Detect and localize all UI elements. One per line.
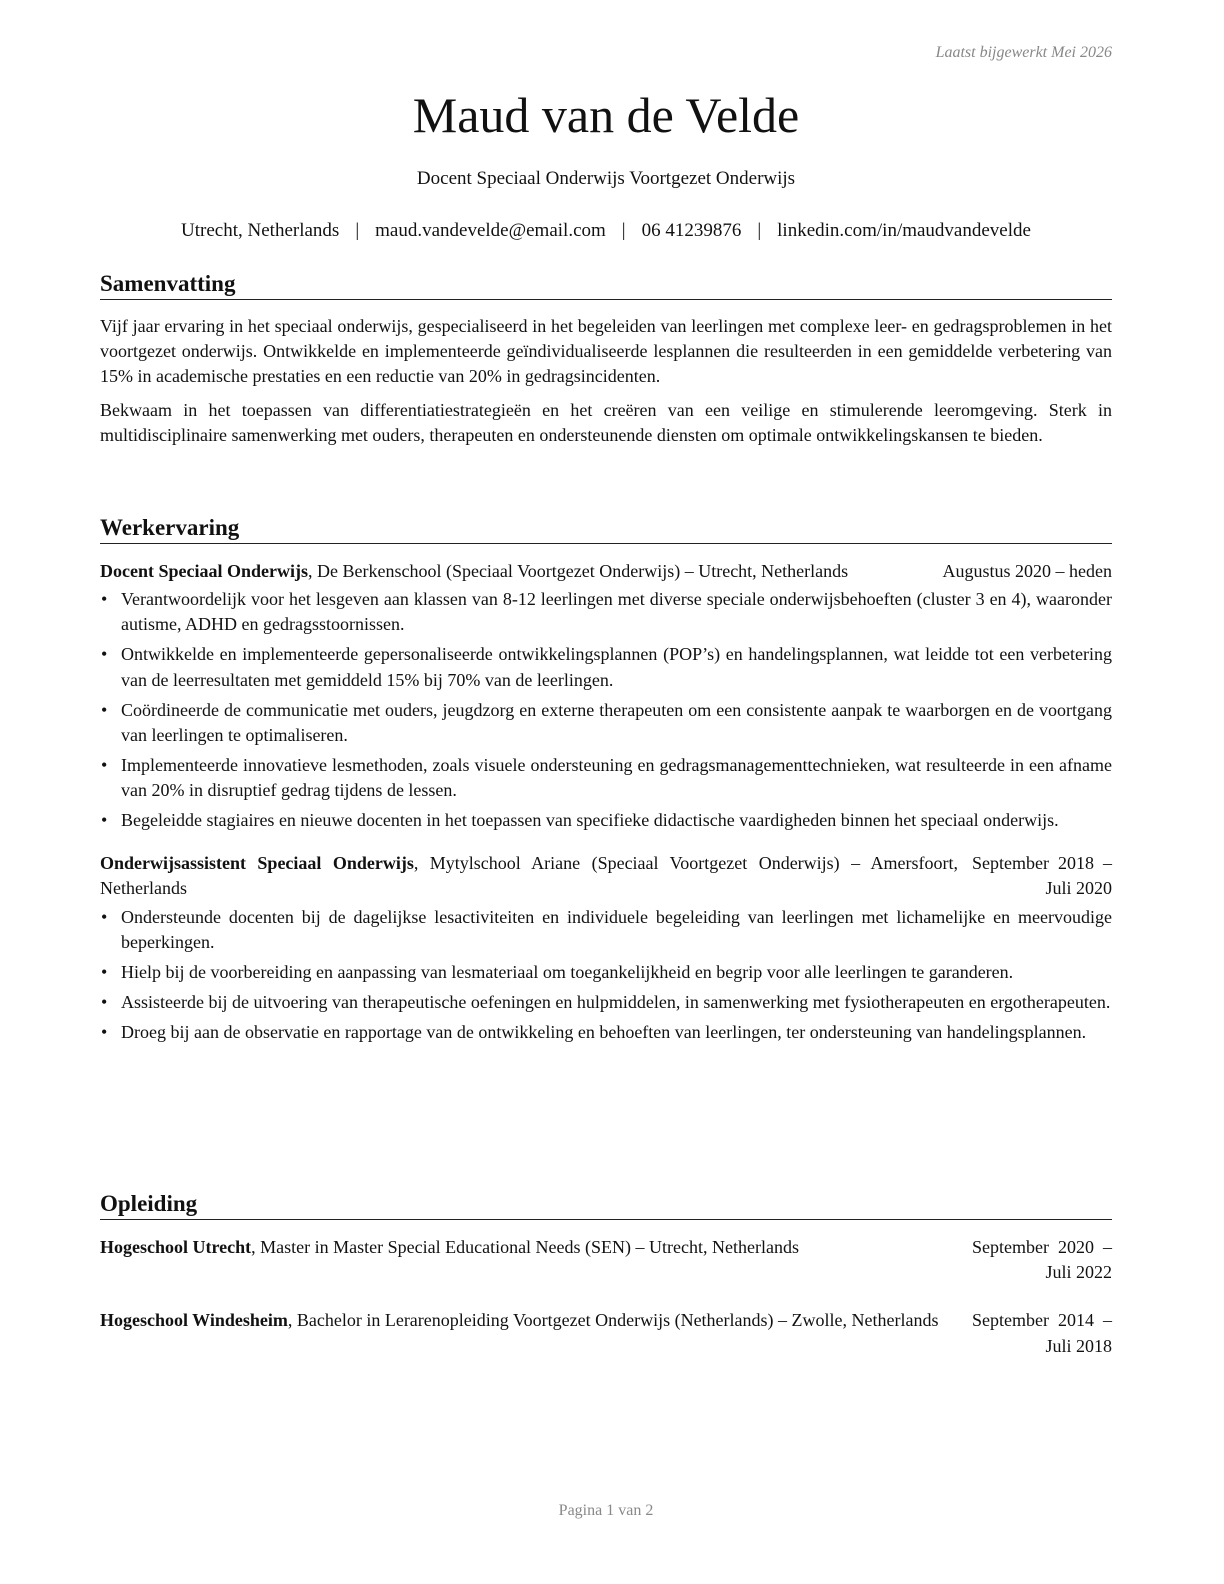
job-title-line	[100, 559, 929, 584]
education-header	[100, 1235, 1112, 1285]
contact-phone[interactable]: 06 41239876	[641, 220, 742, 241]
job-entry	[100, 559, 1112, 833]
last-updated: Laatst bijgewerkt Mei 2026	[935, 44, 1112, 61]
list-item: • Verantwoordelijk voor het lesgeven aan klassen van 8-12 leerlingen met diverse speciale onderwijsbehoeften (cluster 3 en 4), waaronder autisme, ADHD en gedragsstoornissen.	[100, 587, 1112, 637]
experience-section	[100, 514, 1112, 1050]
job-bullets	[100, 587, 1112, 833]
summary-section	[100, 270, 1112, 448]
job-dates: September 2018 – Juli 2020	[972, 853, 1112, 899]
list-item: • Assisteerde bij de uitvoering van therapeutische oefeningen en hulpmiddelen, in samenwerking met fysiotherapeuten en ergotherapeuten.	[100, 990, 1112, 1015]
list-item: • Coördineerde de communicatie met ouders, jeugdzorg en externe therapeuten om een consistente aanpak te waarborgen en de voortgang van leerlingen te optimaliseren.	[100, 698, 1112, 748]
page-number: Pagina 1 van 2	[558, 1502, 654, 1519]
job-details: , De Berkenschool (Speciaal Voortgezet Onderwijs) – Utrecht, Netherlands	[307, 561, 849, 581]
education-section	[100, 1190, 1112, 1359]
job-role: Docent Speciaal Onderwijs	[100, 561, 308, 581]
list-item: • Droeg bij aan de observatie en rapportage van de ontwikkeling en behoeften van leerlingen, ter ondersteuning van handelingsplannen.	[100, 1020, 1112, 1045]
education-details: , Master in Master Special Educational Needs (SEN) – Utrecht, Netherlands	[251, 1237, 799, 1257]
job-title: Docent Speciaal Onderwijs Voortgezet Onderwijs	[416, 168, 796, 189]
list-item: • Implementeerde innovatieve lesmethoden, zoals visuele ondersteuning en gedragsmanagementtechnieken, wat resulteerde in een afname van 20% in disruptief gedrag tijdens de lessen.	[100, 753, 1112, 803]
contact-linkedin[interactable]: linkedin.com/in/maudvandevelde	[777, 220, 1031, 241]
education-entry	[100, 1308, 1112, 1358]
separator: |	[621, 220, 626, 241]
section-heading-education: Opleiding	[100, 1190, 1112, 1220]
job-header	[100, 851, 1112, 901]
job-dates: Augustus 2020 – heden	[942, 561, 1112, 581]
list-item: • Hielp bij de voorbereiding en aanpassing van lesmateriaal om toegankelijkheid en begrip voor alle leerlingen te garanderen.	[100, 960, 1112, 985]
job-header	[100, 559, 1112, 584]
education-dates: September 2014 – Juli 2018	[972, 1310, 1112, 1356]
section-heading-experience: Werkervaring	[100, 514, 1112, 544]
job-details: , Mytylschool Ariane (Speciaal Voortgezet Onderwijs) – Amersfoort, Netherlands	[100, 853, 958, 899]
education-school: Hogeschool Utrecht	[100, 1237, 252, 1257]
contact-location: Utrecht, Netherlands	[181, 220, 340, 241]
education-details: , Bachelor in Lerarenopleiding Voortgezet Onderwijs (Netherlands) – Zwolle, Netherlands	[287, 1310, 939, 1331]
resume-page	[100, 0, 1112, 1584]
separator: |	[355, 220, 360, 241]
education-dates: September 2020 – Juli 2022	[972, 1237, 1112, 1283]
list-item: • Ondersteunde docenten bij de dagelijkse lesactiviteiten en individuele begeleiding van leerlingen met lichamelijke en meervoudige beperkingen.	[100, 905, 1112, 955]
job-title-line	[100, 851, 958, 901]
education-entry	[100, 1235, 1112, 1285]
education-header	[100, 1308, 1112, 1358]
job-bullets	[100, 905, 1112, 1045]
summary-paragraph: Vijf jaar ervaring in het speciaal onderwijs, gespecialiseerd in het begeleiden van leerlingen met complexe leer- en gedragsproblemen in het voortgezet onderwijs. Ontwikkelde en implementeerde geïndividualiseerde lesplannen die resulteerden in een gemiddelde verbetering van 15% in academische prestaties en een reductie van 20% in gedragsincidenten.	[100, 316, 1112, 387]
candidate-name: Maud van de Velde	[412, 87, 800, 143]
summary-paragraph: Bekwaam in het toepassen van differentiatiestrategieën en het creëren van een veilige en stimulerende leeromgeving. Sterk in multidisciplinaire samenwerking met ouders, therapeuten en ondersteunende diensten om optimale ontwikkelingskansen te bieden.	[100, 399, 1112, 445]
separator: |	[757, 220, 762, 241]
list-item: • Begeleidde stagiaires en nieuwe docenten in het toepassen van specifieke didactische vaardigheden binnen het speciaal onderwijs.	[100, 808, 1112, 833]
job-role: Onderwijsassistent Speciaal Onderwijs	[100, 853, 414, 874]
list-item: • Ontwikkelde en implementeerde gepersonaliseerde ontwikkelingsplannen (POP’s) en handelingsplannen, wat leidde tot een verbetering van de leerresultaten met gemiddeld 15% bij 70% van de leerlingen.	[100, 642, 1112, 692]
education-school: Hogeschool Windesheim	[100, 1310, 288, 1331]
contact-email[interactable]: maud.vandevelde@email.com	[375, 220, 606, 241]
contact-line	[100, 219, 1112, 243]
education-title-line	[100, 1308, 958, 1333]
section-heading-summary: Samenvatting	[100, 270, 1112, 300]
education-title-line	[100, 1235, 958, 1260]
job-entry	[100, 851, 1112, 1045]
